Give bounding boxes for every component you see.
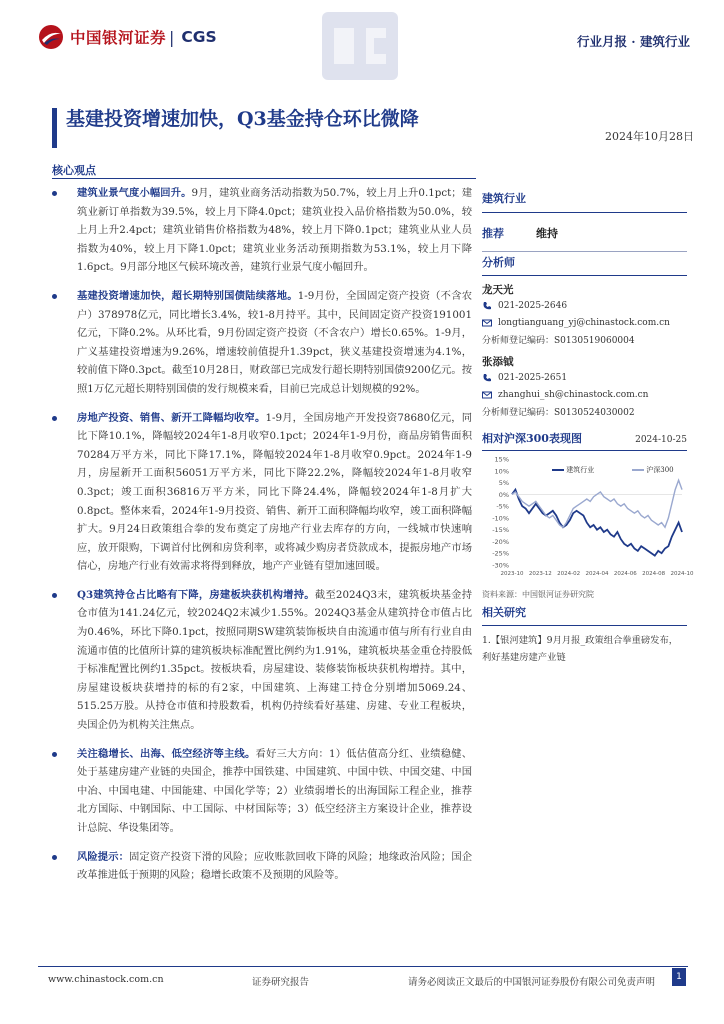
bullet-icon [52, 191, 57, 196]
series-line-industry [512, 490, 682, 556]
x-tick-label: 2024-06 [613, 571, 637, 577]
rating-row [482, 225, 687, 241]
footer-disclaimer: 请务必阅读正文最后的中国银河证券股份有限公司免责声明 [408, 977, 656, 988]
watermark-logo-icon [318, 8, 402, 84]
core-views-divider [52, 178, 476, 179]
x-tick-label: 2024-04 [585, 571, 609, 577]
legend-hs300-swatch [632, 469, 644, 471]
chart-header [482, 430, 687, 446]
industry-divider [482, 212, 687, 213]
chart-source: 资料来源：中国银河证券研究院 [482, 590, 594, 599]
related-research-item[interactable]: 1.【银河建筑】9月月报_政策组合拳重磅发布，利好基建房建产业链 [482, 635, 679, 663]
page-number: 1 [672, 968, 686, 986]
y-tick-label: 5% [498, 479, 509, 488]
chart-title: 相对沪深300表现图 [482, 432, 582, 445]
x-tick-label: 2023-12 [528, 571, 552, 577]
analyst-phone [482, 369, 687, 386]
analyst-phone-text: 021-2025-2651 [498, 372, 568, 383]
footer-url[interactable]: www.chinastock.com.cn [48, 974, 164, 985]
chart-area [482, 453, 694, 583]
key-point-heading: 基建投资增速加快，超长期特别国债陆续落地。 [77, 289, 298, 302]
chart-date: 2024-10-25 [635, 435, 687, 445]
x-tick-label: 2024-10 [670, 571, 694, 577]
key-point-body: 9月，建筑业商务活动指数为50.7%，较上月上升0.1pct；建筑业新订单指数为39.5%，较上月下降4.0pct；建筑业投入品价格指数为50.0%，较上月上升2.4pct；建筑业销售价格指数为48%，较上月下降0.1pct；建筑业从业人员指数为40%，较上月下降1.0pct；建筑业业务活动预期指数为53.1%，较上月下降1.6pct。9月部分地区气候环境改善，建筑行业景气度小幅回升。 [77, 187, 473, 274]
series-line-hs300 [512, 480, 682, 527]
footer-divider [38, 966, 688, 967]
report-type: 行业月报 · 建筑行业 [576, 34, 690, 49]
y-tick-label: -30% [492, 561, 509, 570]
key-point-heading: 建筑业景气度小幅回升。 [77, 187, 192, 199]
y-tick-label: -25% [492, 549, 509, 558]
y-tick-label: -15% [492, 526, 509, 535]
analyst-label: 分析师 [482, 256, 515, 269]
related-research [482, 604, 687, 666]
bullet-icon [52, 593, 57, 598]
legend-industry-swatch [552, 469, 564, 471]
footer-doc-type: 证券研究报告 [252, 977, 310, 988]
key-point-body: 截至2024Q3末，建筑板块基金持仓市值为141.24亿元，较2024Q2末减少1.55%。2024Q3基金从建筑持仓市值占比为0.46%，环比下降0.1pct，按照同期SW建筑装饰板块自由流通市值与所有行业自由流通市值的比值所计算的建筑板块标准配置比例约为1.91%，建筑板块基金重仓持股低于标准配置比例约1.35pct。按板块看，房屋建设、装修装饰板块获机构增持。其中，房屋建设板块获增持的标的有2家，中国建筑、上海建工持仓分别增加5069.24、515.25万股。从持仓市值和持股数看，机构仍持续看好基建、房建、专业工程板块，央国企仍为机构关注焦点。 [77, 588, 472, 732]
y-tick-label: 10% [494, 467, 509, 476]
rating-label: 推荐 [482, 227, 504, 240]
title-accent-bar [52, 108, 57, 148]
rating-divider [482, 251, 687, 252]
key-point [52, 287, 472, 399]
analyst-email-text[interactable]: zhanghui_sh@chinastock.com.cn [498, 389, 649, 400]
brand-logo [38, 24, 217, 50]
chart-divider [482, 450, 687, 451]
analyst-phone-text: 021-2025-2646 [498, 300, 568, 311]
y-tick-label: 15% [494, 455, 509, 464]
phone-icon [482, 301, 492, 311]
key-point [52, 409, 472, 576]
mail-icon [482, 318, 492, 328]
page-title: 基建投资增速加快，Q3基金持仓环比微降 [66, 108, 419, 130]
report-date: 2024年10月28日 [605, 130, 694, 143]
key-point-body: 1-9月份，全国固定资产投资（不含农户）378978亿元，同比增长3.4%，较1-8月持平。其中，民间固定资产投资191001亿元，下降0.2%。从环比看，9月份固定资产投资（不含农户）增长0.65%。1-9月，广义基建投资增速为9.26%，增速较前值提升1.39pct，狭义基建投资增速为4.1%，较前值下降0.3pct。截至10月28日，财政部已完成发行超长期特别国债9200亿元。按照1万亿元超长期特别国债的发行规模来看，目前已完成总计划规模的92%。 [77, 289, 473, 395]
sidebar-analysts [482, 254, 687, 420]
analyst-email[interactable] [482, 314, 687, 331]
y-tick-label: 0% [498, 490, 509, 499]
x-tick-label: 2024-08 [642, 571, 666, 577]
analyst-cert: 分析师登记编码：S0130519060004 [482, 336, 635, 346]
phone-icon [482, 373, 492, 383]
related-research-divider [482, 625, 687, 626]
brand-name: 中国银河证券 [70, 29, 167, 47]
analyst-divider [482, 275, 687, 276]
legend-hs300-label: 沪深300 [646, 466, 674, 474]
key-point [52, 586, 472, 735]
x-tick-label: 2024-02 [557, 571, 581, 577]
analyst-cert: 分析师登记编码：S0130524030002 [482, 408, 635, 418]
key-point-heading: 关注稳增长、出海、低空经济等主线。 [77, 747, 256, 760]
related-research-label: 相关研究 [482, 606, 526, 619]
brand-divider: | [169, 27, 175, 47]
key-point-body: 1-9月，全国房地产开发投资78680亿元，同比下降10.1%，降幅较2024年1-8月收窄0.1pct；2024年1-9月份，商品房销售面积70284万平方米，同比下降17.1%，降幅较2024年1-8月收窄0.9pct。2024年1-9月，房屋新开工面积56051万平方米，同比下降22.2%，降幅较2024年1-8月收窄0.3pct；竣工面积36816万平方米，同比下降24.4%，降幅较2024年1-8月扩大0.8pct。整体来看，2024年1-9月投资、销售、新开工面积降幅均收窄，竣工面积降幅扩大。9月24日政策组合拳的发布奠定了房地产行业去库存的方向，一线城市快速响应，放开限购，下调首付比例和房贷利率，或将减少购房者贷款成本，提振房地产市场信心，房地产行业有效需求将得到释放，地产产业链有望加速回暖。 [77, 411, 473, 573]
y-tick-label: -5% [496, 502, 509, 511]
key-point-body: 看好三大方向：1）低估值高分红、业绩稳健、处于基建房建产业链的央国企，推荐中国铁建、中国建筑、中国中铁、中国交建、中国中冶、中国电建、中国能建、中国化学等；2）业绩弱增长的出海国际工程企业，推荐北方国际、中钢国际、中工国际、中材国际等；3）低空经济主方案设计企业，推荐设计总院、华设集团等。 [77, 747, 473, 834]
key-point-heading: Q3建筑持仓占比略有下降，房建板块获机构增持。 [77, 588, 315, 601]
y-tick-label: -10% [492, 514, 509, 523]
bullet-icon [52, 855, 57, 860]
key-point [52, 184, 472, 277]
key-point-heading: 房地产投资、销售、新开工降幅均收窄。 [77, 411, 266, 424]
y-tick-label: -20% [492, 537, 509, 546]
analyst-card [482, 282, 687, 348]
galaxy-logo-icon [38, 24, 64, 50]
legend-industry-label: 建筑行业 [566, 466, 595, 474]
legend-hs300 [632, 465, 674, 475]
key-point [52, 848, 472, 885]
sidebar-industry [482, 190, 687, 252]
analyst-name: 张添钺 [482, 356, 514, 368]
analyst-card [482, 354, 687, 420]
key-point [52, 745, 472, 838]
bullet-icon [52, 752, 57, 757]
legend-industry [552, 465, 594, 475]
analyst-phone [482, 297, 687, 314]
core-views-label: 核心观点 [52, 164, 96, 177]
key-point-body: 固定资产投资下滑的风险；应收账款回收下降的风险；地缘政治风险；国企改革推进低于预期的风险；稳增长政策不及预期的风险等。 [77, 850, 473, 882]
analyst-email-text[interactable]: longtianguang_yj@chinastock.com.cn [498, 317, 670, 328]
x-tick-label: 2023-10 [500, 571, 524, 577]
mail-icon [482, 390, 492, 400]
key-point-heading: 风险提示： [77, 850, 129, 863]
brand-en: CGS [181, 28, 217, 46]
bullet-icon [52, 416, 57, 421]
analyst-name: 龙天光 [482, 284, 514, 296]
bullet-icon [52, 294, 57, 299]
relative-performance-chart [482, 430, 694, 600]
rating-value: 维持 [536, 227, 558, 240]
key-points [52, 184, 472, 895]
analyst-email[interactable] [482, 386, 687, 403]
industry-label: 建筑行业 [482, 192, 526, 205]
